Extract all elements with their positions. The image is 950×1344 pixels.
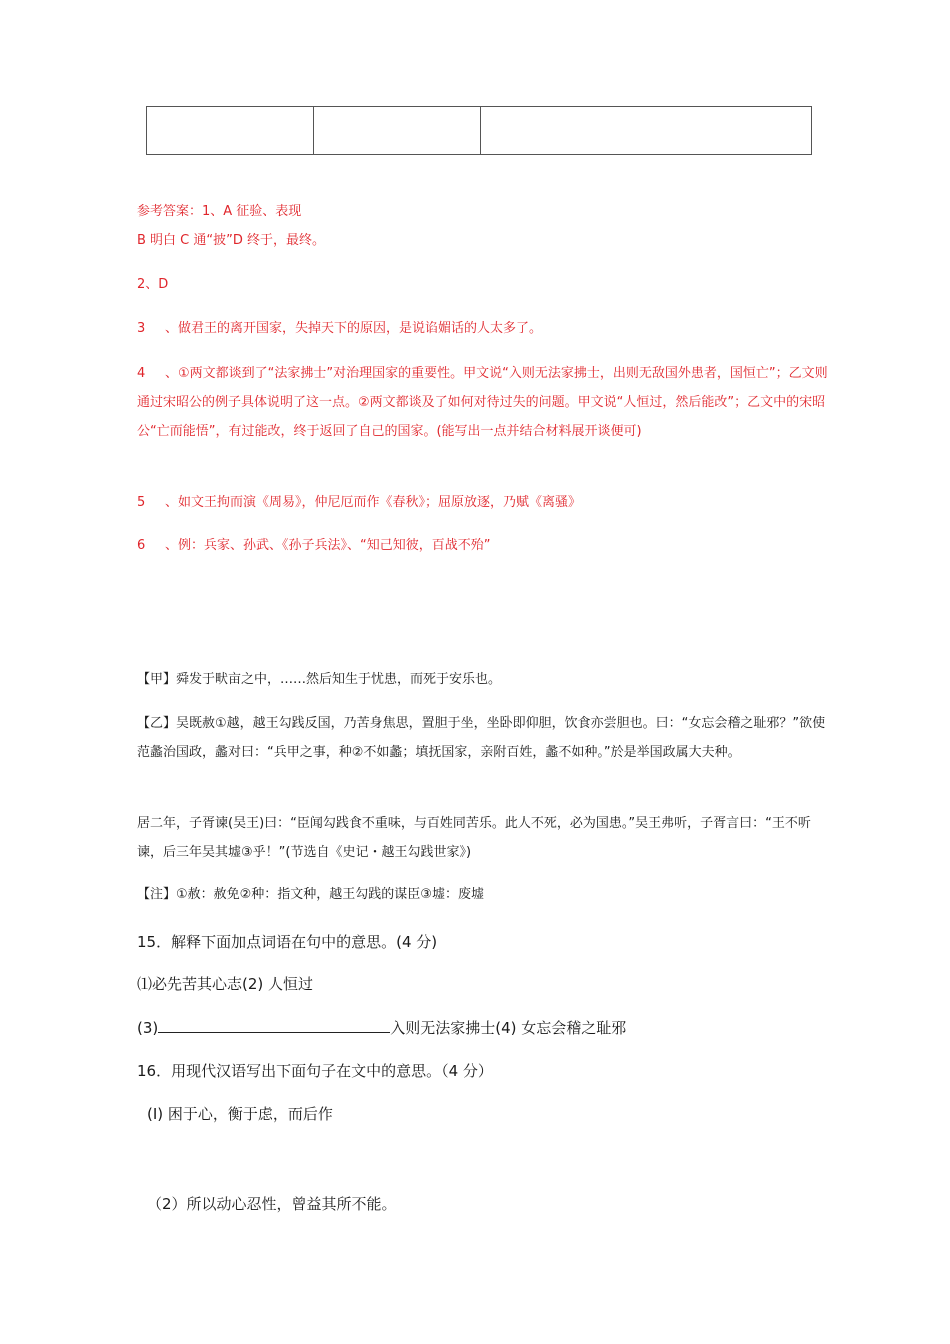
answer-5 xyxy=(137,493,581,513)
item-text: 入则无法家拂士(4) 女忘会稽之耻邪 xyxy=(390,1019,627,1037)
answer-text: 、如文王拘而演《周易》，仲尼厄而作《春秋》；屈原放逐，乃赋《离骚》 xyxy=(165,495,582,510)
answer-blank[interactable] xyxy=(158,1018,390,1033)
answer-6 xyxy=(137,536,490,556)
passage-note: 【注】①赦：赦免②种：指文种，越王勾践的谋臣③墟：废墟 xyxy=(137,887,484,902)
question-16-item-2: （2）所以动心忍性，曾益其所不能。 xyxy=(147,1195,397,1213)
answer-3 xyxy=(137,319,542,339)
answer-number: 5 xyxy=(137,495,146,510)
answer-2: 2、D xyxy=(137,277,169,292)
passage-yi-continued: 居二年，子胥谏(吴王)曰：“臣闻勾践食不重味，与百姓同苦乐。此人不死，必为国患。”吴王弗听，子胥言曰：“王不听谏，后三年吴其墟③乎！”(节选自《史记・越王勾践世家》) xyxy=(137,816,811,860)
answer-number: 4 xyxy=(137,366,146,381)
answer-table xyxy=(146,106,812,155)
passage-yi: 【乙】吴既赦①越，越王勾践反国，乃苦身焦思，置胆于坐，坐卧即仰胆，饮食亦尝胆也。曰：“女忘会稽之耻邪？”欲使范蠡治国政，蠡对曰：“兵甲之事，种②不如蠡；填抚国家，亲附百姓，蠡不如种。”於是举国政属大夫种。 xyxy=(137,716,826,760)
answer-heading: 参考答案：1、A 征验、表现 xyxy=(137,204,302,219)
table-cell xyxy=(147,107,314,155)
question-16: 16．用现代汉语写出下面句子在文中的意思。（4 分） xyxy=(137,1062,493,1080)
answer-text: 、例：兵家、孙武、《孙子兵法》、“知己知彼，百战不殆” xyxy=(165,538,491,553)
item-number: (3) xyxy=(137,1019,159,1037)
answer-text: 、①两文都谈到了“法家拂士”对治理国家的重要性。甲文说“入则无法家拂士，出则无敌国外患者，国恒亡”；乙文则通过宋昭公的例子具体说明了这一点。②两文都谈及了如何对待过失的问题。甲文说“人恒过，然后能改”；乙文中的宋昭公“亡而能悟”，有过能改，终于返回了自己的国家。(能写出一点并结合材料展开谈便可) xyxy=(137,366,828,439)
question-16-item-1: (Ⅰ) 困于心，衡于虑，而后作 xyxy=(147,1105,333,1123)
passage-jia: 【甲】舜发于畎亩之中，……然后知生于忧患，而死于安乐也。 xyxy=(137,672,502,687)
question-15-line-3 xyxy=(137,1017,626,1039)
answer-4 xyxy=(137,359,837,446)
answer-number: 3 xyxy=(137,321,146,336)
question-15-items: ⑴必先苦其心志(2) 人恒过 xyxy=(137,975,314,993)
answer-text: 、做君王的离开国家，失掉天下的原因，是说谄媚话的人太多了。 xyxy=(165,321,543,336)
table-cell xyxy=(314,107,481,155)
question-15: 15．解释下面加点词语在句中的意思。(4 分) xyxy=(137,933,438,951)
answer-number: 6 xyxy=(137,538,146,553)
answer-1-detail: B 明白 C 通“披”D 终于，最终。 xyxy=(137,233,326,248)
table-cell xyxy=(481,107,812,155)
